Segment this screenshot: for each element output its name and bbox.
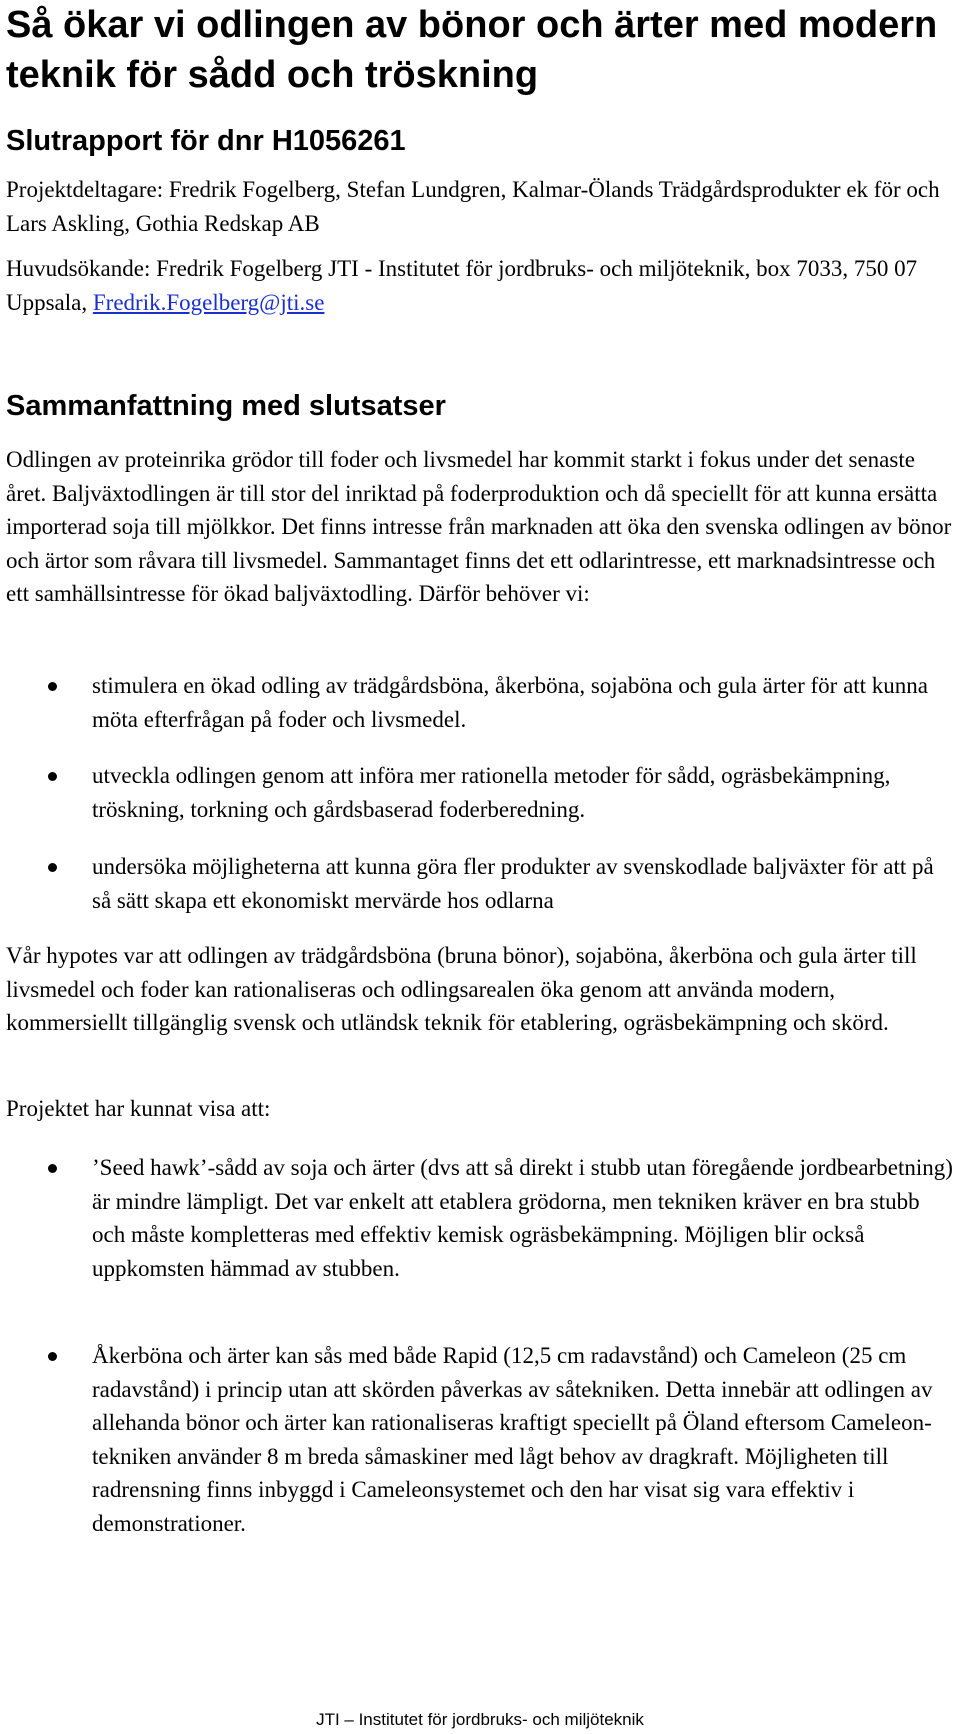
results-intro: Projektet har kunnat visa att: bbox=[6, 1096, 271, 1121]
list-item-text: utveckla odlingen genom att införa mer rationella metoder för sådd, ogräsbekämpning, tröskning, torkning och gårdsbaserad foderberedning. bbox=[92, 763, 891, 822]
summary-paragraph: Odlingen av proteinrika grödor till foder och livsmedel har kommit starkt i fokus under det senaste året. Baljväxtodlingen är till stor del inriktad på foderproduktion och då speciellt för att kunna ersätta importerad soja till mjölkkor. Det finns intresse från marknaden att öka den svenska odlingen av bönor och ärtor som råvara till livsmedel. Sammantaget finns det ett odlarintresse, ett marknadsintresse och ett samhällsintresse för ökad baljväxtodling. Därför behöver vi: bbox=[6, 447, 952, 606]
list-item bbox=[6, 1339, 956, 1540]
participants-paragraph: Projektdeltagare: Fredrik Fogelberg, Stefan Lundgren, Kalmar-Ölands Trädgårdsprodukter ek för och Lars Askling, Gothia Redskap AB bbox=[6, 177, 940, 236]
applicant-paragraph bbox=[6, 252, 956, 319]
page-footer: JTI – Institutet för jordbruks- och miljöteknik bbox=[316, 1710, 644, 1729]
list-item-text: stimulera en ökad odling av trädgårdsböna, åkerböna, sojaböna och gula ärter för att kunna möta efterfrågan på foder och livsmedel. bbox=[92, 673, 929, 732]
report-subtitle: Slutrapport för dnr H1056261 bbox=[6, 125, 406, 157]
bullet-icon bbox=[48, 682, 57, 691]
list-item-text: ’Seed hawk’-sådd av soja och ärter (dvs att så direkt i stubb utan föregående jordbearbetning) är mindre lämpligt. Det var enkelt att etablera grödorna, men tekniken kräver en bra stubb och måste kompletteras med effektiv kemisk ogräsbekämpning. Möjligen blir också uppkomsten hämmad av stubben. bbox=[92, 1155, 953, 1281]
email-link[interactable]: Fredrik.Fogelberg@jti.se bbox=[92, 289, 325, 315]
bullet-icon bbox=[48, 1352, 57, 1361]
list-item bbox=[6, 1151, 956, 1285]
document-title: Så ökar vi odlingen av bönor och ärter med modern teknik för sådd och tröskning bbox=[6, 4, 938, 96]
list-item bbox=[6, 759, 956, 826]
list-item bbox=[6, 669, 956, 736]
summary-heading: Sammanfattning med slutsatser bbox=[6, 390, 446, 422]
list-item-text: undersöka möjligheterna att kunna göra fler produkter av svenskodlade baljväxter för att på så sätt skapa ett ekonomiskt mervärde hos odlarna bbox=[92, 854, 934, 913]
bullet-icon bbox=[48, 863, 57, 872]
list-item bbox=[6, 850, 956, 917]
bullet-icon bbox=[48, 772, 57, 781]
hypothesis-paragraph: Vår hypotes var att odlingen av trädgårdsböna (bruna bönor), sojaböna, åkerböna och gula ärter till livsmedel och foder kan rationaliseras och odlingsarealen öka genom att använda modern, kommersiellt tillgänglig svensk och utländsk teknik för etablering, ogräsbekämpning och skörd. bbox=[6, 943, 917, 1035]
list-item-text: Åkerböna och ärter kan sås med både Rapid (12,5 cm radavstånd) och Cameleon (25 cm radavstånd) i princip utan att skörden påverkas av såtekniken. Detta innebär att odlingen av allehanda bönor och ärter kan rationaliseras kraftigt speciellt på Öland eftersom Cameleon-tekniken använder 8 m breda såmaskiner med lågt behov av dragkraft. Möjligheten till radrensning finns inbyggd i Cameleonsystemet och den har visat sig vara effektiv i demonstrationer. bbox=[92, 1343, 933, 1536]
applicant-text: Huvudsökande: Fredrik Fogelberg JTI - Institutet för jordbruks- och miljöteknik, box 7033, 750 07 Uppsala, bbox=[6, 256, 918, 315]
bullet-icon bbox=[48, 1164, 57, 1173]
